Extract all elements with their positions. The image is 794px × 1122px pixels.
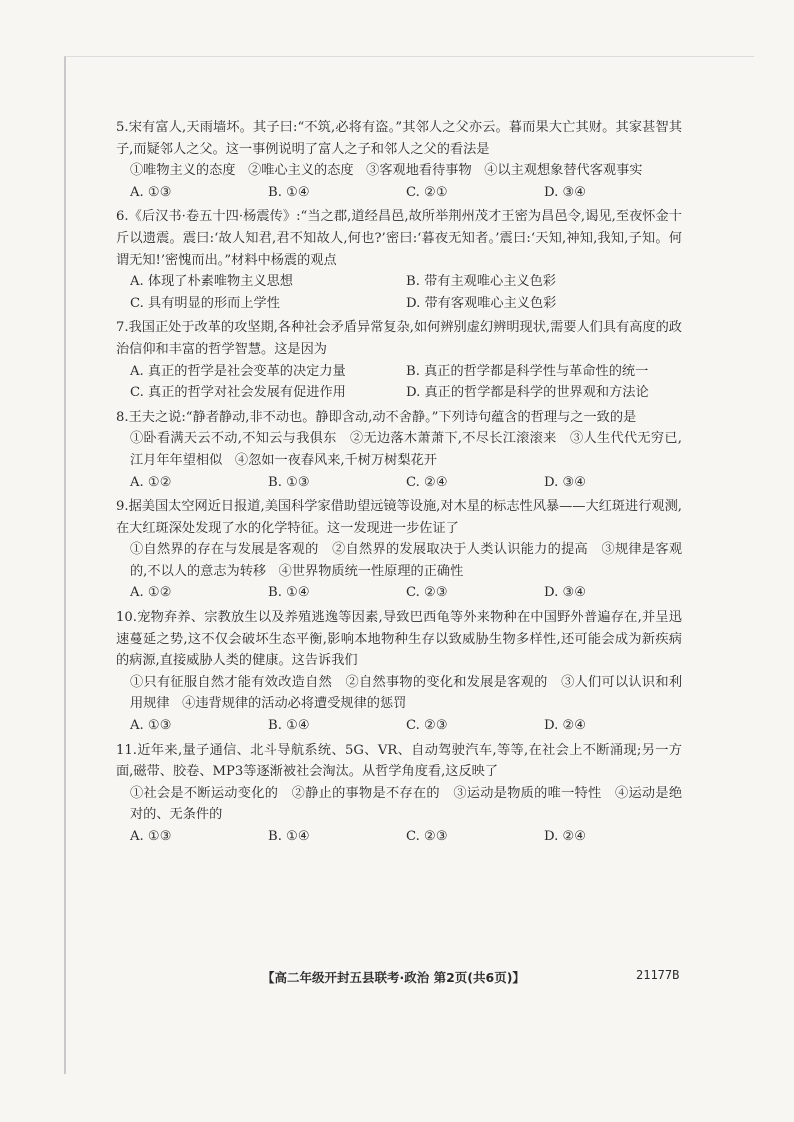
option-c: C. ②③ <box>406 829 448 844</box>
choice: ③规律是客观的,不以人的意志为转移 <box>130 542 683 579</box>
question-stem: 6.《后汉书·卷五十四·杨震传》:“当之郡,道经昌邑,故所举荆州茂才王密为昌邑令,谒见,至夜怀金十斤以遗震。震曰:‘故人知君,君不知故人,何也?’密曰:‘暮夜无知者。’震曰:‘天知,神知,我知,子知。何谓无知!’密愧而出。”材料中杨震的观点 <box>116 209 682 268</box>
answer-options <box>116 715 682 737</box>
option-d: D. 真正的哲学都是科学的世界观和方法论 <box>406 385 649 401</box>
option-c: C. ②① <box>406 184 448 200</box>
choice: ④世界物质统一性原理的正确性 <box>278 563 464 579</box>
option-c: C. ②③ <box>406 718 448 734</box>
choice: ①自然界的存在与发展是客观的 <box>130 542 319 558</box>
option-d: D. ②④ <box>544 829 587 844</box>
question-5 <box>116 117 682 203</box>
option-b: B. 真正的哲学都是科学性与革命性的统一 <box>406 363 649 379</box>
answer-options <box>116 182 682 204</box>
question-9 <box>116 496 682 604</box>
choice: ①社会是不断运动变化的 <box>130 785 279 801</box>
choice: ④忽如一夜春风来,千树万树梨花开 <box>234 452 437 468</box>
option-b: B. ①④ <box>268 718 310 734</box>
choice: ③运动是物质的唯一特性 <box>453 785 602 801</box>
option-b: B. ①③ <box>268 474 310 490</box>
choice: ①唯物主义的态度 <box>130 163 236 179</box>
question-stem: 9.据美国太空网近日报道,美国科学家借助望远镜等设施,对木星的标志性风暴——大红斑进行观测,在大红斑深处发现了水的化学特征。这一发现进一步佐证了 <box>116 499 682 536</box>
choice: ③人生代代无穷已,江月年年望相似 <box>130 431 683 468</box>
option-c: C. 真正的哲学对社会发展有促进作用 <box>130 385 346 401</box>
option-d: D. ③④ <box>544 184 587 200</box>
choice-line <box>116 783 682 826</box>
choice: ④以主观想象替代客观事实 <box>484 163 643 179</box>
question-8 <box>116 407 682 493</box>
answer-options <box>116 826 682 848</box>
choice: ②唯心主义的态度 <box>248 163 354 179</box>
question-stem: 5.宋有富人,天雨墙坏。其子曰:“不筑,必将有盗。”其邻人之父亦云。暮而果大亡其财。其家甚智其子,而疑邻人之父。这一事例说明了富人之子和邻人之父的看法是 <box>116 120 682 157</box>
option-c: C. 具有明显的形而上学性 <box>130 295 280 311</box>
question-stem: 7.我国正处于改革的攻坚期,各种社会矛盾异常复杂,如何辨别虚幻辨明现状,需要人们具有高度的政治信仰和丰富的哲学智慧。这是因为 <box>116 320 682 357</box>
option-d: D. ③④ <box>544 585 587 601</box>
option-a: A. ①③ <box>130 184 172 200</box>
footer-title: 【高二年级开封五县联考·政治 第2页(共6页)】 <box>262 970 525 985</box>
option-d: D. ②④ <box>544 718 587 734</box>
option-a: A. 真正的哲学是社会变革的决定力量 <box>130 363 346 379</box>
choice: ①卧看满天云不动,不知云与我俱东 <box>130 431 337 447</box>
question-11 <box>116 740 682 848</box>
option-b: B. ①④ <box>268 585 310 601</box>
choice: ④运动是绝对的、无条件的 <box>130 785 683 823</box>
question-stem: 8.王夫之说:“静者静动,非不动也。静即含动,动不舍静。”下列诗句蕴含的哲理与之一致的是 <box>116 409 637 425</box>
choice: ②无边落木萧萧下,不尽长江滚滚来 <box>350 431 557 447</box>
option-b: B. 带有主观唯心主义色彩 <box>406 274 556 290</box>
choice-line <box>116 539 682 582</box>
exam-page <box>116 117 682 851</box>
option-a: A. ①③ <box>130 829 172 844</box>
option-d: D. ③④ <box>544 474 587 490</box>
option-c: C. ②④ <box>406 474 448 490</box>
option-b: B. ①④ <box>268 829 310 844</box>
option-a: A. 体现了朴素唯物主义思想 <box>130 274 293 290</box>
answer-options <box>116 271 682 314</box>
option-a: A. ①② <box>130 474 172 490</box>
choice: ③人们可以认识和利用规律 <box>130 674 683 712</box>
option-a: A. ①② <box>130 585 172 601</box>
answer-options <box>116 361 682 404</box>
choice: ①只有征服自然才能有效改造自然 <box>130 674 333 690</box>
choice-line <box>116 160 682 182</box>
question-stem: 11.近年来,量子通信、北斗导航系统、5G、VR、自动驾驶汽车,等等,在社会上不断涌现;另一方面,磁带、胶卷、MP3等逐渐被社会淘汰。从哲学角度看,这反映了 <box>116 742 682 780</box>
question-stem: 10.宠物弃养、宗教放生以及养殖逃逸等因素,导致巴西龟等外来物种在中国野外普遍存在,并呈迅速蔓延之势,这不仅会破坏生态平衡,影响本地物种生存以致威胁生物多样性,还可能会成为新疾病的病源,直接威胁人类的健康。这告诉我们 <box>116 610 682 669</box>
option-a: A. ①③ <box>130 718 172 734</box>
choice: ③客观地看待事物 <box>366 163 472 179</box>
option-c: C. ②③ <box>406 585 448 601</box>
choice-line <box>116 428 682 471</box>
choice: ②自然界的发展取决于人类认识能力的提高 <box>332 542 589 558</box>
answer-options <box>116 472 682 494</box>
paper-code: 21177B <box>636 968 680 982</box>
choice: ②自然事物的变化和发展是客观的 <box>345 674 548 690</box>
option-b: B. ①④ <box>268 184 310 200</box>
answer-options <box>116 582 682 604</box>
choice: ④违背规律的活动必将遭受规律的惩罚 <box>182 696 407 712</box>
choice: ②静止的事物是不存在的 <box>291 785 440 801</box>
question-7 <box>116 317 682 403</box>
option-d: D. 带有客观唯心主义色彩 <box>406 295 557 311</box>
question-10 <box>116 607 682 737</box>
question-6 <box>116 206 682 314</box>
choice-line <box>116 672 682 715</box>
